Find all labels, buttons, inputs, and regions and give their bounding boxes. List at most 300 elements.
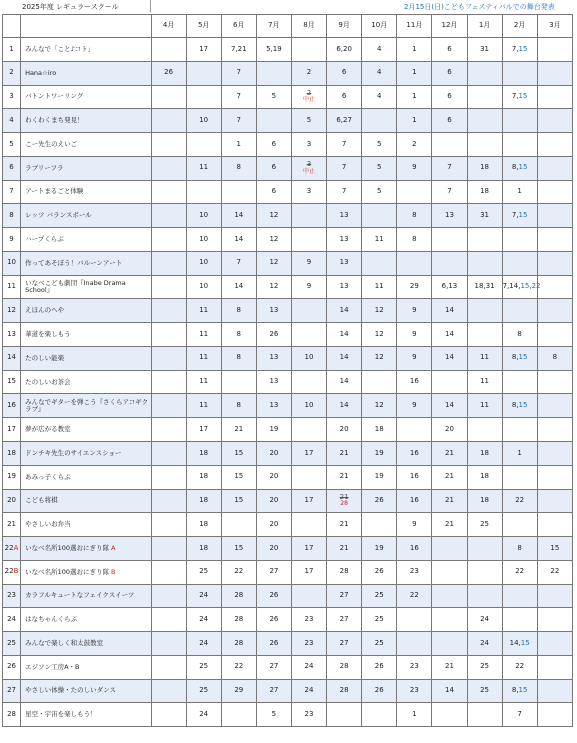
date-cell: 13: [327, 228, 362, 252]
date-cell: 9: [291, 275, 326, 299]
date-cell: 15: [221, 465, 256, 489]
date-cell: [151, 394, 186, 418]
date-cell: 12: [256, 228, 291, 252]
date-cell: [537, 180, 572, 204]
date-cell: 1: [221, 133, 256, 157]
date-cell: [537, 584, 572, 608]
class-name: ドンチキ先生のサイエンスショー: [21, 442, 151, 466]
date-cell: [151, 655, 186, 679]
date-value: 7,: [502, 282, 510, 291]
date-cell: 17: [186, 418, 221, 442]
date-cell: 8: [221, 323, 256, 347]
class-name: エジソン工房A・B: [21, 655, 151, 679]
class-name: みんなでギターを弾こう『さくらアコギクラブ』: [21, 394, 151, 418]
date-cell: [397, 180, 432, 204]
header-bar: [0, 0, 577, 14]
date-cell: [186, 85, 221, 109]
table-row: [3, 61, 573, 85]
date-cell: 20: [256, 537, 291, 561]
date-cell: 14: [432, 299, 467, 323]
date-cell: [467, 418, 502, 442]
date-cell: [537, 489, 572, 513]
date-cell: 16: [397, 370, 432, 394]
date-cell: 12: [256, 275, 291, 299]
date-cell: [502, 275, 541, 299]
date-cell: 15: [537, 537, 572, 561]
month-header-row: [3, 15, 573, 38]
date-cell: 7: [221, 109, 256, 133]
date-cell: [221, 370, 256, 394]
row-number: [3, 61, 21, 85]
date-cell: 3: [291, 180, 326, 204]
row-number: [3, 299, 21, 323]
class-name: こども将棋: [21, 489, 151, 513]
date-cell: [537, 679, 572, 703]
date-value: 7,: [511, 92, 519, 101]
date-cell: [362, 370, 397, 394]
date-cell: [537, 251, 572, 275]
date-cell: [537, 109, 572, 133]
row-number: [3, 275, 21, 299]
row-number-text: 27: [7, 686, 16, 695]
row-number-text: 23: [7, 591, 16, 600]
date-cell: [537, 156, 572, 180]
date-cell: [362, 251, 397, 275]
date-cell: 22: [221, 655, 256, 679]
date-cell: 15: [221, 442, 256, 466]
date-cell: 11: [467, 346, 502, 370]
date-cell: 12: [256, 204, 291, 228]
date-cell: 2: [397, 133, 432, 157]
date-cell: [151, 465, 186, 489]
date-cell: 19: [362, 465, 397, 489]
class-name: えほんのへや: [21, 299, 151, 323]
date-value: 15: [518, 353, 528, 362]
date-cell: 8: [221, 394, 256, 418]
date-cell: 28: [221, 632, 256, 656]
row-number: [3, 655, 21, 679]
date-cell: 5: [256, 703, 291, 727]
date-cell: 20: [256, 489, 291, 513]
date-cell: 31: [467, 38, 502, 62]
date-cell: [502, 133, 537, 157]
table-row: [3, 608, 573, 632]
row-number: [3, 109, 21, 133]
date-cell: [151, 632, 186, 656]
date-cell: [502, 109, 537, 133]
date-cell: 31: [467, 204, 502, 228]
date-cell: 1: [397, 85, 432, 109]
date-cell: [151, 584, 186, 608]
row-number-text: 18: [7, 448, 16, 457]
table-row: [3, 703, 573, 727]
date-cell: 21: [432, 655, 467, 679]
row-number: [3, 251, 21, 275]
date-cell: [291, 513, 326, 537]
row-number: [3, 370, 21, 394]
date-cell: 12: [362, 299, 397, 323]
date-cell: [362, 513, 397, 537]
date-cell: [151, 560, 186, 584]
date-cell: 11: [467, 394, 502, 418]
date-cell: 8: [221, 346, 256, 370]
date-cell: 8: [221, 299, 256, 323]
date-cell: 14: [221, 228, 256, 252]
date-cell: 23: [397, 679, 432, 703]
date-cell: 11: [186, 323, 221, 347]
date-cell: [291, 584, 326, 608]
date-cell: 23: [397, 560, 432, 584]
date-cell: 13: [256, 370, 291, 394]
row-number-text: 14: [7, 353, 16, 362]
date-cell: [291, 85, 326, 109]
date-cell: [151, 608, 186, 632]
table-row: [3, 275, 573, 299]
date-cell: [151, 442, 186, 466]
date-cell: [221, 703, 256, 727]
date-cell: [432, 251, 467, 275]
date-cell: [151, 537, 186, 561]
date-cell: 23: [291, 703, 326, 727]
date-cell: [186, 61, 221, 85]
row-number: [3, 560, 21, 584]
date-cell: [537, 133, 572, 157]
date-cell: 14: [327, 370, 362, 394]
cancel-note: 中止: [303, 167, 316, 175]
date-cell: [502, 465, 537, 489]
date-cell: 5: [362, 180, 397, 204]
date-cell: 16: [397, 442, 432, 466]
date-cell: 6: [432, 61, 467, 85]
date-cell: [537, 228, 572, 252]
row-number: [3, 513, 21, 537]
class-name: [21, 537, 151, 561]
table-row: [3, 679, 573, 703]
date-cell: 24: [186, 608, 221, 632]
date-cell: [151, 156, 186, 180]
date-cell: 22: [221, 560, 256, 584]
date-cell: [537, 85, 572, 109]
row-number: [3, 228, 21, 252]
date-cell: 13: [327, 251, 362, 275]
table-row: [3, 442, 573, 466]
date-cell: [186, 180, 221, 204]
date-cell: [537, 632, 572, 656]
row-number: [3, 703, 21, 727]
date-cell: [432, 228, 467, 252]
date-cell: [502, 204, 537, 228]
row-number-text: 1: [9, 44, 14, 53]
date-cell: [151, 489, 186, 513]
class-name: みんなで「こと♪コト」: [21, 38, 151, 62]
table-row: [3, 156, 573, 180]
class-name: やさしい体操・たのしいダンス: [21, 679, 151, 703]
date-cell: 16: [397, 489, 432, 513]
class-name: ラブリーフラ: [21, 156, 151, 180]
date-cell: 9: [397, 513, 432, 537]
date-cell: 21: [327, 442, 362, 466]
date-value: 8,: [511, 686, 519, 695]
cancelled-date: 2: [306, 88, 312, 97]
row-number-text: 13: [7, 329, 16, 338]
date-cell: 21: [327, 513, 362, 537]
date-cell: 7: [502, 703, 537, 727]
row-number: [3, 180, 21, 204]
date-cell: [151, 323, 186, 347]
date-cell: 21: [432, 465, 467, 489]
table-row: [3, 180, 573, 204]
date-cell: 26: [362, 679, 397, 703]
date-cell: 8: [537, 346, 572, 370]
date-cell: [537, 513, 572, 537]
date-cell: [537, 465, 572, 489]
date-cell: 4: [362, 61, 397, 85]
date-cell: [397, 608, 432, 632]
month-header: 8月: [291, 15, 326, 38]
date-cell: 18: [186, 489, 221, 513]
class-name: はなちゃんくらぶ: [21, 608, 151, 632]
date-cell: 23: [291, 632, 326, 656]
month-header: 1月: [467, 15, 502, 38]
date-cell: 18: [467, 442, 502, 466]
class-name: 華道を楽しもう: [21, 323, 151, 347]
row-number: [3, 204, 21, 228]
date-cell: [467, 560, 502, 584]
row-number-text: 16: [7, 401, 16, 410]
date-cell: 17: [291, 442, 326, 466]
date-cell: 25: [362, 584, 397, 608]
table-row: [3, 560, 573, 584]
date-cell: 26: [362, 489, 397, 513]
table-row: [3, 38, 573, 62]
date-cell: 18: [467, 489, 502, 513]
date-cell: 22: [397, 584, 432, 608]
table-row: [3, 394, 573, 418]
date-cell: 21: [432, 513, 467, 537]
date-cell: [537, 38, 572, 62]
date-cell: [537, 703, 572, 727]
date-cell: [221, 513, 256, 537]
class-name-text: いなべ名所100選おにぎり隊: [25, 567, 109, 576]
date-cell: 26: [151, 61, 186, 85]
date-cell: [151, 251, 186, 275]
month-header: 3月: [537, 15, 572, 38]
date-cell: 25: [467, 679, 502, 703]
date-cell: [467, 323, 502, 347]
date-cell: [537, 323, 572, 347]
date-cell: 13: [256, 299, 291, 323]
date-cell: 18: [467, 156, 502, 180]
date-cell: 26: [256, 632, 291, 656]
row-number-text: 11: [7, 282, 16, 291]
date-cell: [151, 370, 186, 394]
date-cell: 5: [256, 85, 291, 109]
date-cell: [502, 632, 537, 656]
row-number-text: 8: [9, 210, 14, 219]
date-cell: 8: [397, 204, 432, 228]
date-cell: 6: [256, 133, 291, 157]
date-cell: 23: [291, 608, 326, 632]
table-row: [3, 513, 573, 537]
date-cell: [467, 61, 502, 85]
date-cell: [397, 418, 432, 442]
class-name: カラフルキュートなフェイクスイーツ: [21, 584, 151, 608]
class-name: たのしい能楽: [21, 346, 151, 370]
cancel-note: 中止: [303, 96, 316, 104]
header-divider: [150, 0, 151, 12]
row-number: [3, 85, 21, 109]
date-cell: [467, 85, 502, 109]
date-cell: [502, 679, 537, 703]
date-cell: [467, 703, 502, 727]
row-number: [3, 537, 21, 561]
date-cell: 1: [397, 703, 432, 727]
date-cell: 7: [432, 180, 467, 204]
date-cell: [502, 584, 537, 608]
date-cell: 14: [432, 323, 467, 347]
date-cell: [432, 703, 467, 727]
date-cell: [537, 418, 572, 442]
date-cell: 24: [291, 655, 326, 679]
date-cell: [537, 299, 572, 323]
date-cell: 19: [362, 442, 397, 466]
date-cell: 17: [291, 537, 326, 561]
date-cell: 20: [327, 418, 362, 442]
date-cell: 15: [221, 489, 256, 513]
row-number-text: 15: [7, 377, 16, 386]
date-cell: 2: [291, 61, 326, 85]
schedule-body: [3, 38, 573, 727]
table-row: [3, 489, 573, 513]
row-number-text: 24: [7, 614, 16, 623]
date-value: 15: [518, 210, 528, 219]
row-number-suffix: A: [13, 543, 19, 552]
date-cell: 20: [256, 442, 291, 466]
row-number: [3, 442, 21, 466]
date-cell: 25: [362, 632, 397, 656]
table-row: [3, 85, 573, 109]
date-cell: 23: [397, 655, 432, 679]
class-name: バトントワーリング: [21, 85, 151, 109]
date-cell: 8: [221, 156, 256, 180]
class-name: こー先生のえいご: [21, 133, 151, 157]
date-cell: 6: [256, 180, 291, 204]
table-row: [3, 299, 573, 323]
date-cell: 5: [362, 156, 397, 180]
date-cell: [502, 370, 537, 394]
date-cell: 19: [256, 418, 291, 442]
date-cell: 7,21: [221, 38, 256, 62]
festival-announcement: 2月15日(日)こどもフェスティバルでの舞台発表: [404, 3, 555, 11]
date-cell: [467, 584, 502, 608]
date-cell: 1: [502, 180, 537, 204]
date-cell: [186, 133, 221, 157]
row-number: [3, 346, 21, 370]
date-cell: 21: [432, 489, 467, 513]
date-cell: 18: [186, 442, 221, 466]
row-number-text: 28: [7, 709, 16, 718]
date-cell: 29: [221, 679, 256, 703]
date-cell: 14: [432, 394, 467, 418]
date-cell: [291, 156, 326, 180]
date-cell: [291, 418, 326, 442]
row-number-text: 12: [7, 305, 16, 314]
table-row: [3, 346, 573, 370]
row-number-text: 9: [9, 234, 14, 243]
date-cell: 10: [186, 204, 221, 228]
date-cell: 7: [221, 85, 256, 109]
month-header: 6月: [221, 15, 256, 38]
date-cell: [291, 38, 326, 62]
date-cell: [502, 156, 537, 180]
row-number-text: 4: [9, 115, 14, 124]
date-cell: [502, 346, 537, 370]
date-cell: [256, 109, 291, 133]
date-cell: 7: [327, 180, 362, 204]
class-name: Hana☆iro: [21, 61, 151, 85]
table-row: [3, 418, 573, 442]
date-cell: 9: [397, 299, 432, 323]
date-cell: 18: [467, 465, 502, 489]
date-cell: [151, 38, 186, 62]
date-cell: 29: [397, 275, 432, 299]
date-cell: [256, 61, 291, 85]
table-row: [3, 133, 573, 157]
row-number: [3, 156, 21, 180]
date-value: 8,: [511, 163, 519, 172]
row-number-text: 7: [9, 187, 14, 196]
date-cell: [467, 109, 502, 133]
date-value: 15: [518, 401, 528, 410]
date-cell: 1: [397, 109, 432, 133]
cancelled-date: 21: [339, 492, 349, 501]
date-cell: 24: [291, 679, 326, 703]
month-header: 5月: [186, 15, 221, 38]
date-cell: 1: [502, 442, 537, 466]
date-cell: 14: [327, 346, 362, 370]
date-cell: 21: [327, 465, 362, 489]
date-cell: 21: [327, 537, 362, 561]
row-number: [3, 679, 21, 703]
date-cell: 6: [327, 61, 362, 85]
class-name: アートまるごと体験: [21, 180, 151, 204]
date-cell: [362, 204, 397, 228]
row-number-text: 17: [7, 424, 16, 433]
table-row: [3, 537, 573, 561]
date-cell: [291, 465, 326, 489]
date-cell: 14: [327, 299, 362, 323]
date-cell: [151, 299, 186, 323]
table-row: [3, 109, 573, 133]
date-cell: 5,19: [256, 38, 291, 62]
date-cell: 6,13: [432, 275, 467, 299]
date-cell: [502, 38, 537, 62]
class-name: 夢が広がる教室: [21, 418, 151, 442]
date-cell: [502, 608, 537, 632]
date-cell: 28: [221, 608, 256, 632]
date-cell: 13: [327, 275, 362, 299]
date-cell: 27: [256, 679, 291, 703]
date-cell: 11: [467, 370, 502, 394]
row-number: [3, 418, 21, 442]
date-cell: 13: [432, 204, 467, 228]
table-row: [3, 323, 573, 347]
class-name: レッツ バランスボール: [21, 204, 151, 228]
date-value: 15: [518, 92, 528, 101]
date-cell: 11: [186, 299, 221, 323]
date-cell: 24: [186, 632, 221, 656]
date-cell: 12: [256, 251, 291, 275]
